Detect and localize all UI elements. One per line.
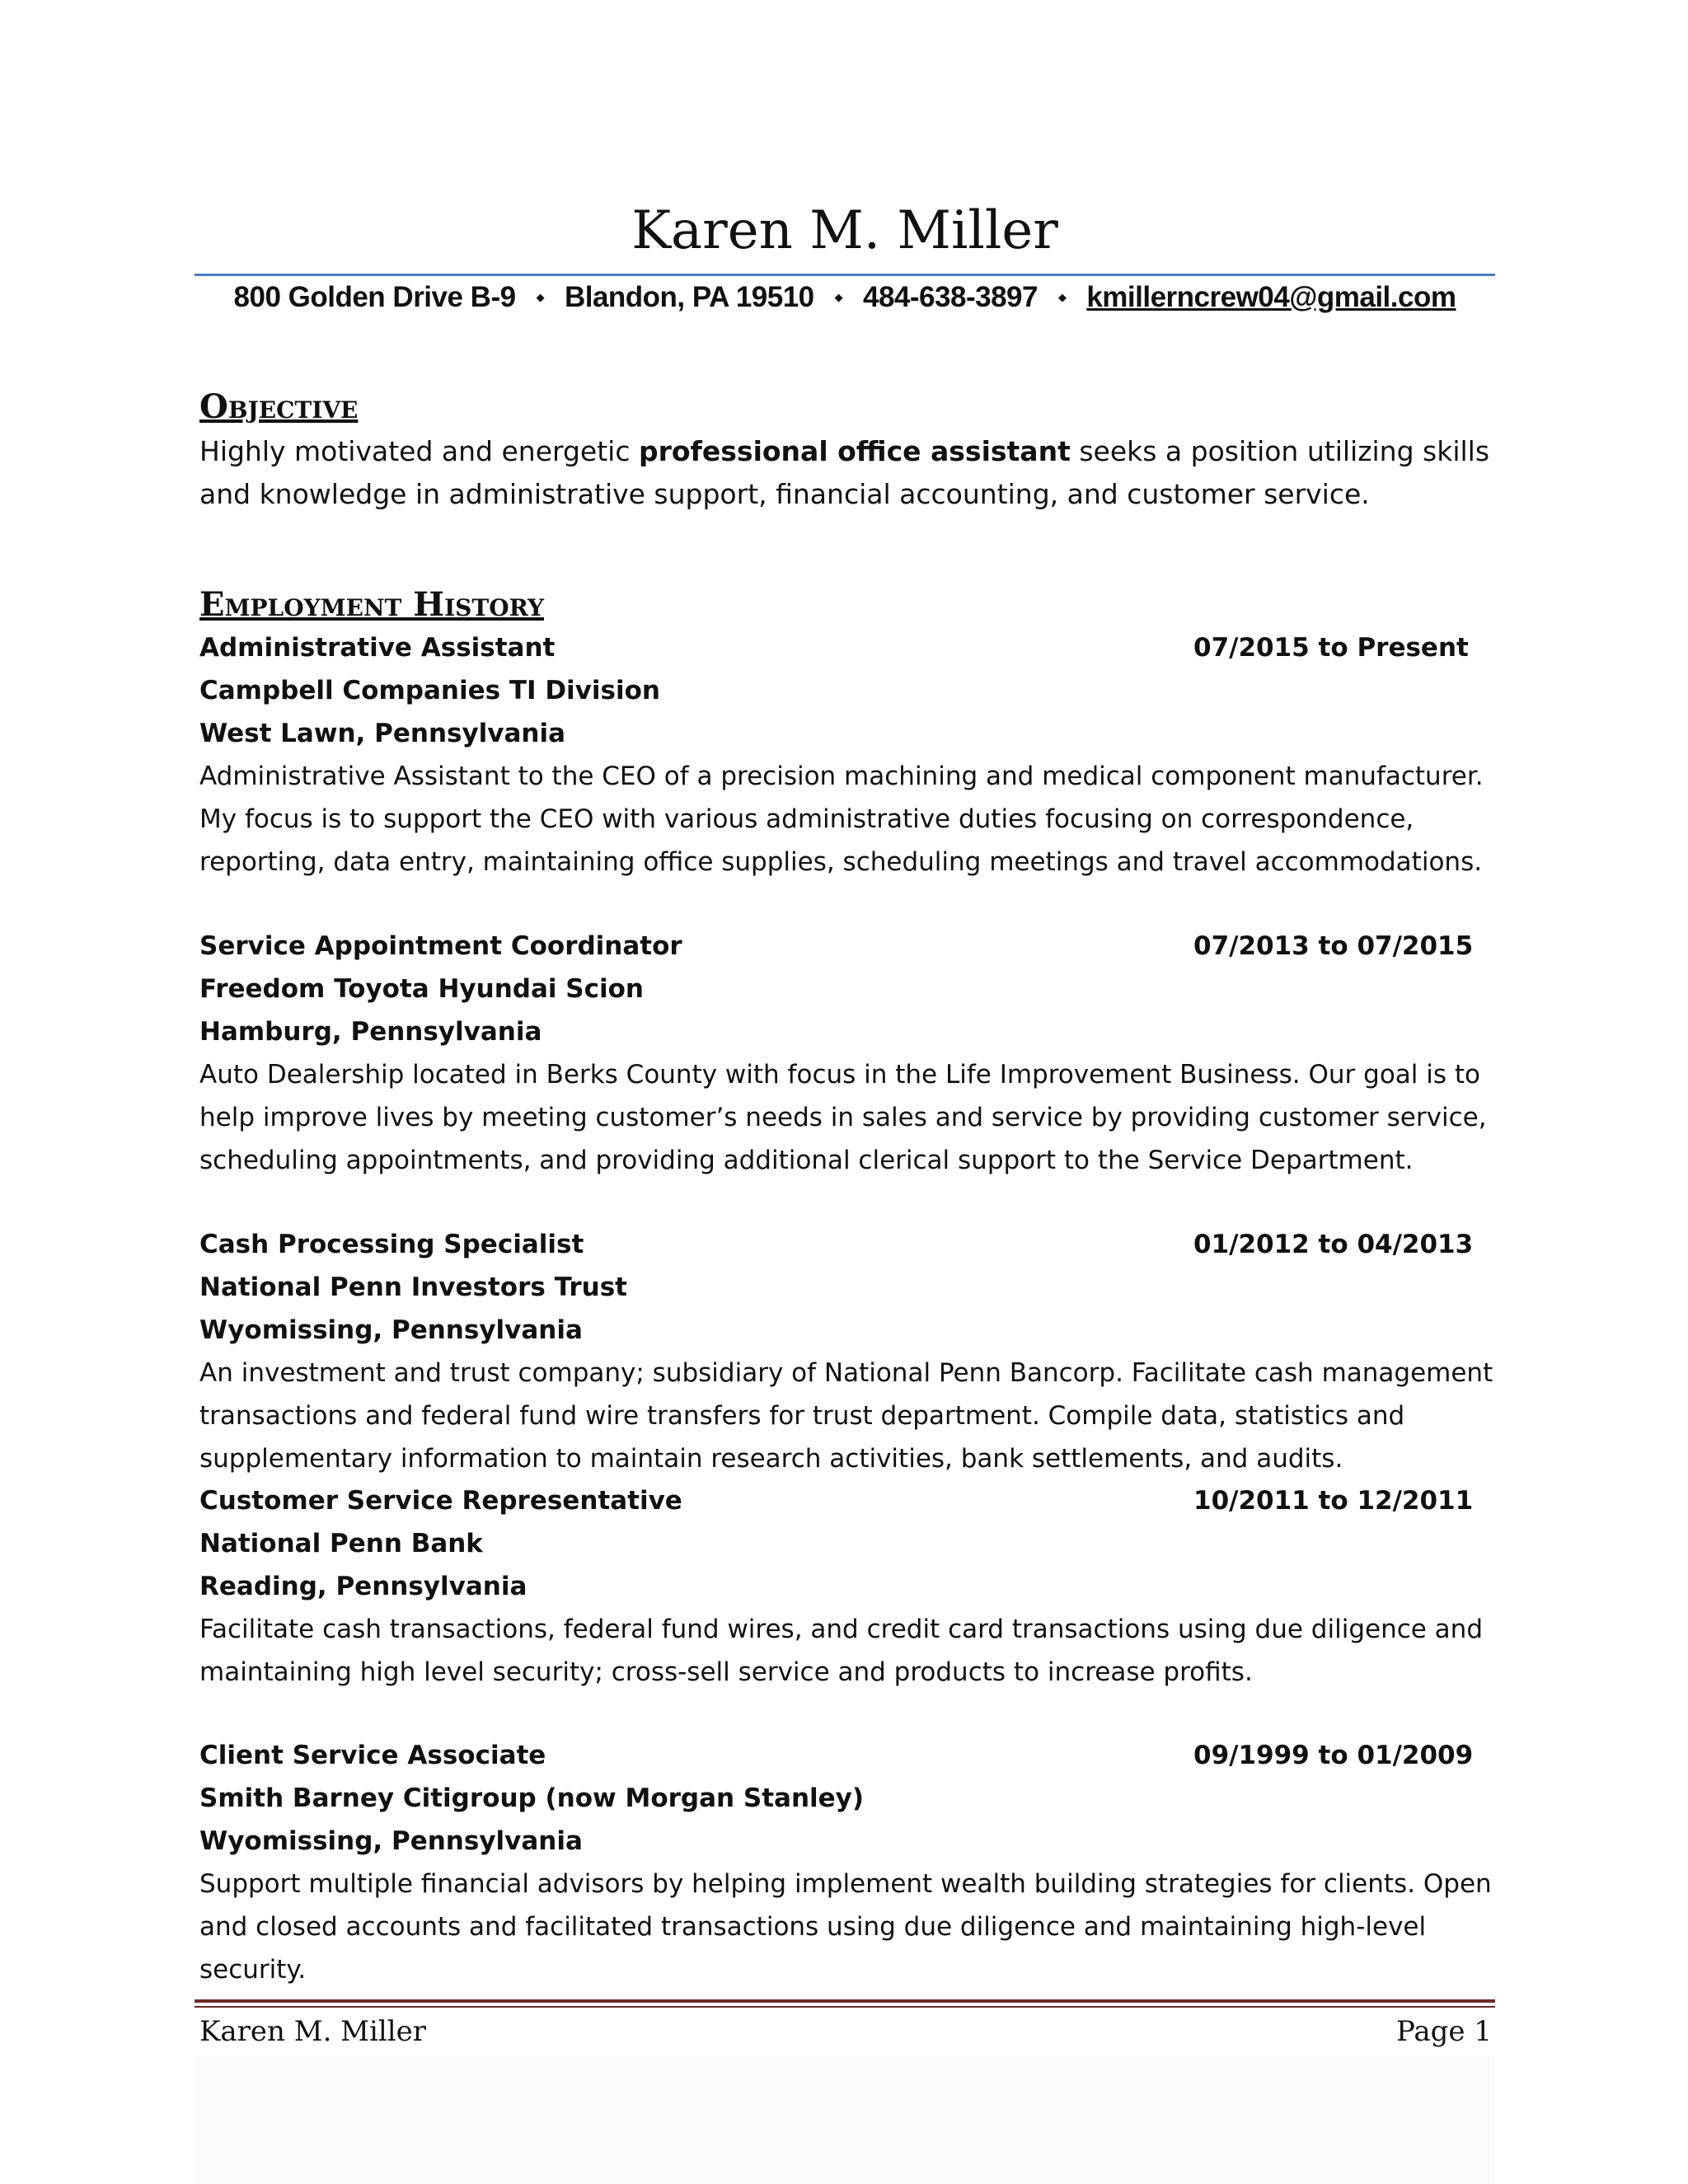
job-description: An investment and trust company; subsidiary of National Penn Bancorp. Facilitate cash management transactions and federal fund wire transfers for trust department. Compile data, statistics and supplementary information to maintain research activities, bank settlements, and audits. [199, 1358, 1493, 1474]
job-title: Cash Processing Specialist [199, 1230, 584, 1259]
diamond-separator-icon: ⬩ [834, 284, 842, 309]
job-location: Hamburg, Pennsylvania [199, 1017, 542, 1047]
job-entry [199, 626, 1493, 883]
diamond-separator-icon: ⬩ [536, 284, 544, 309]
job-company: Campbell Companies TI Division [199, 676, 660, 705]
job-title-row [199, 1223, 1493, 1266]
contact-email-link[interactable]: kmillerncrew04@gmail.com [1086, 281, 1456, 313]
objective-text-bold: professional office assistant [638, 435, 1071, 467]
job-company: National Penn Investors Trust [199, 1272, 627, 1302]
job-company: Smith Barney Citigroup (now Morgan Stanley) [199, 1783, 865, 1813]
job-location: West Lawn, Pennsylvania [199, 719, 566, 748]
job-dates: 01/2012 to 04/2013 [1193, 1230, 1474, 1259]
job-description: Support multiple financial advisors by helping implement wealth building strategies for clients. Open and closed accounts and facilitated transactions using due diligence and maintaining high-level security. [199, 1869, 1492, 1985]
job-title-row [199, 925, 1493, 968]
job-location: Wyomissing, Pennsylvania [199, 1315, 583, 1345]
objective-text-after: seeks a position utilizing skills and knowledge in administrative support, financial accounting, and customer service. [199, 435, 1490, 510]
objective-text [199, 430, 1493, 516]
job-description: Facilitate cash transactions, federal fund wires, and credit card transactions using due diligence and maintaining high level security; cross-sell service and products to increase profits. [199, 1615, 1484, 1687]
job-title-row [199, 1734, 1493, 1777]
job-title: Service Appointment Coordinator [199, 931, 682, 961]
job-title: Client Service Associate [199, 1741, 546, 1770]
job-company: Freedom Toyota Hyundai Scion [199, 974, 644, 1004]
objective-heading: Objective [199, 387, 359, 426]
job-location: Wyomissing, Pennsylvania [199, 1826, 583, 1856]
contact-address: 800 Golden Drive B-9 [233, 281, 516, 313]
footer-page-number: Page 1 [1396, 2015, 1492, 2048]
job-location: Reading, Pennsylvania [199, 1572, 528, 1601]
job-dates: 09/1999 to 01/2009 [1193, 1741, 1474, 1770]
footer-name: Karen M. Miller [199, 2015, 426, 2048]
job-description: Auto Dealership located in Berks County with focus in the Life Improvement Business. Our goal is to help improve lives by meeting customer’s needs in sales and service by providing customer service, scheduling appointments, and providing additional clerical support to the Service Department. [199, 1060, 1487, 1175]
footer-divider-thick [195, 1999, 1495, 2003]
job-entry [199, 1734, 1493, 1991]
objective-text-before: Highly motivated and energetic [199, 435, 639, 467]
resume-name: Karen M. Miller [631, 200, 1058, 261]
footer-divider-thin [195, 2006, 1495, 2008]
job-title-row [199, 626, 1493, 669]
job-title-row [199, 1479, 1493, 1522]
job-entry [199, 1223, 1493, 1480]
job-dates: 10/2011 to 12/2011 [1193, 1486, 1474, 1516]
footer-background [195, 2055, 1495, 2184]
job-entry [199, 925, 1493, 1182]
employment-heading: Employment History [199, 585, 545, 624]
job-title: Administrative Assistant [199, 633, 556, 663]
job-company: National Penn Bank [199, 1529, 483, 1558]
job-dates: 07/2013 to 07/2015 [1193, 931, 1474, 961]
contact-phone: 484-638-3897 [863, 281, 1038, 313]
job-description: Administrative Assistant to the CEO of a precision machining and medical component manufacturer. My focus is to support the CEO with various administrative duties focusing on correspondence, reporting, data entry, maintaining office supplies, scheduling meetings and travel accommodations. [199, 762, 1484, 877]
job-title: Customer Service Representative [199, 1486, 682, 1516]
contact-line [195, 277, 1495, 317]
header-divider [195, 274, 1495, 276]
job-dates: 07/2015 to Present [1193, 633, 1469, 663]
job-entry [199, 1479, 1493, 1694]
diamond-separator-icon: ⬩ [1058, 284, 1067, 309]
contact-city: Blandon, PA 19510 [564, 281, 814, 313]
